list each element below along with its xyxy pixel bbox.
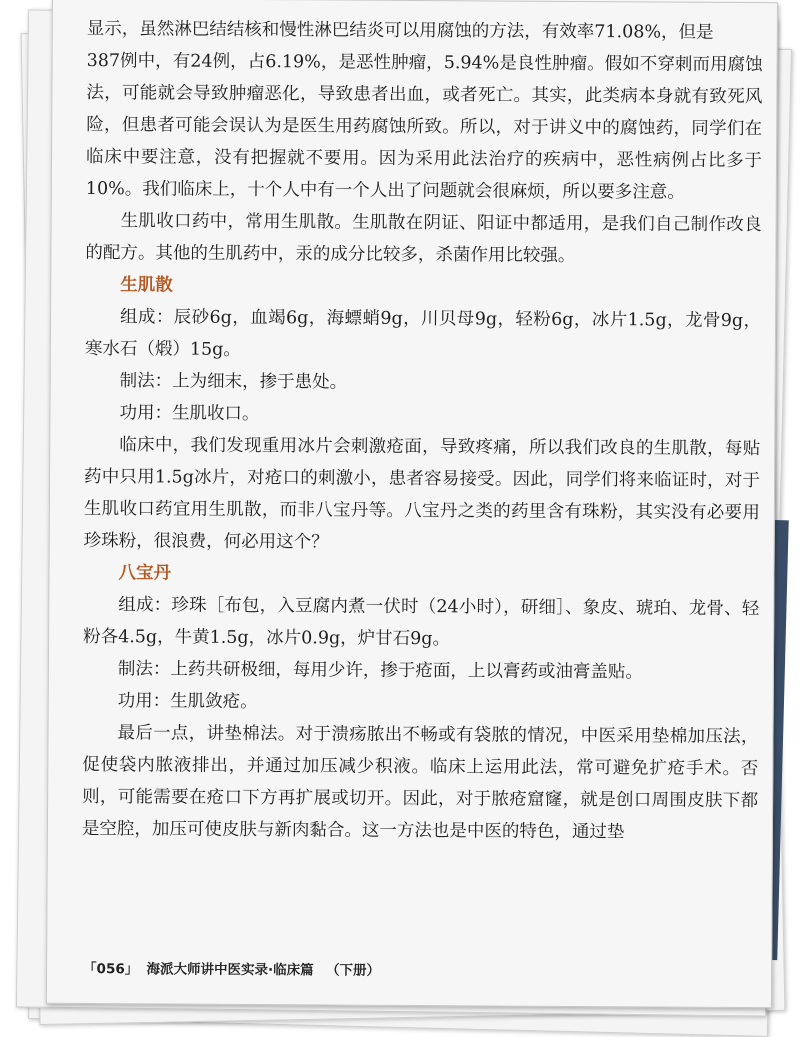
page-footer — [83, 957, 380, 979]
page-body — [82, 13, 763, 849]
book-volume: （下册） — [325, 962, 381, 979]
paragraph-babaodan-composition: 组成：珍珠［布包，入豆腐内煮一伏时（24小时），研细］、象皮、琥珀、龙骨、轻粉各4.5g，牛黄1.5g，冰片0.9g，炉甘石9g。 — [83, 595, 760, 650]
paragraph-shengjisan-effect: 功用：生肌收口。 — [119, 403, 260, 425]
paragraph-intro: 387例中，有24例，占6.19%，是恶性肿瘤，5.94%是良性肿瘤。假如不穿刺而用腐蚀法，可能就会导致肿瘤恶化，导致患者出血，或者死亡。其实，此类病本身就有致死风险，但患者可能会误认为是医生用药腐蚀所致。所以，对于讲义中的腐蚀药，同学们在临床中要注意，没有把握就不要用。因为采用此法治疗的疾病中，恶性病例占比多于10%。我们临床上，十个人中有一个人出了问题就会很麻烦，所以要多注意。 — [85, 50, 763, 203]
paragraph-shengjisan-method: 制法：上为细末，掺于患处。 — [119, 371, 348, 393]
paragraph-babaodan-effect: 功用：生肌敛疮。 — [117, 691, 258, 713]
partial-top-line: 显示，虽然淋巴结结核和慢性淋巴结炎可以用腐蚀的方法，有效率71.08%，但是 — [86, 18, 714, 43]
paragraph-shengji-intro: 生肌收口药中，常用生肌散。生肌散在阴证、阳证中都适用，是我们自己制作改良的配方。其他的生肌药中，汞的成分比较多，杀菌作用比较强。 — [85, 211, 762, 266]
paragraph-babaodan-method: 制法：上药共研极细，每用少许，掺于疮面，上以膏药或油膏盖贴。 — [117, 659, 643, 683]
book-title: 海派大师讲中医实录·临床篇 — [146, 961, 314, 979]
book-page — [46, 0, 778, 1008]
paragraph-shengjisan-composition: 组成：辰砂6g，血竭6g，海螵蛸9g，川贝母9g，轻粉6g，冰片1.5g，龙骨9g，寒水石（煅）15g。 — [84, 307, 762, 360]
heading-shengjisan: 生肌散 — [120, 275, 173, 296]
paragraph-clinical-note: 临床中，我们发现重用冰片会刺激疮面，导致疼痛，所以我们改良的生肌散，每贴药中只用1.5g冰片，对疮口的刺激小，患者容易接受。因此，同学们将来临证时，对于生肌收口药宜用生肌散，而非八宝丹等。八宝丹之类的药里含有珠粉，其实没有必要用珍珠粉，很浪费，何必用这个？ — [83, 435, 761, 553]
heading-babaodan: 八宝丹 — [118, 563, 172, 584]
page-number: 「056」 — [83, 960, 139, 978]
paragraph-final: 最后一点，讲垫棉法。对于溃疡脓出不畅或有袋脓的情况，中医采用垫棉加压法，促使袋内脓液排出，并通过加压减少积液。临床上运用此法，常可避免扩疮手术。否则，可能需要在疮口下方再扩展或切开。因此，对于脓疮窟窿，就是创口周围皮肤下都是空腔，加压可使皮肤与新肉黏合。这一方法也是中医的特色，通过垫 — [81, 723, 759, 843]
